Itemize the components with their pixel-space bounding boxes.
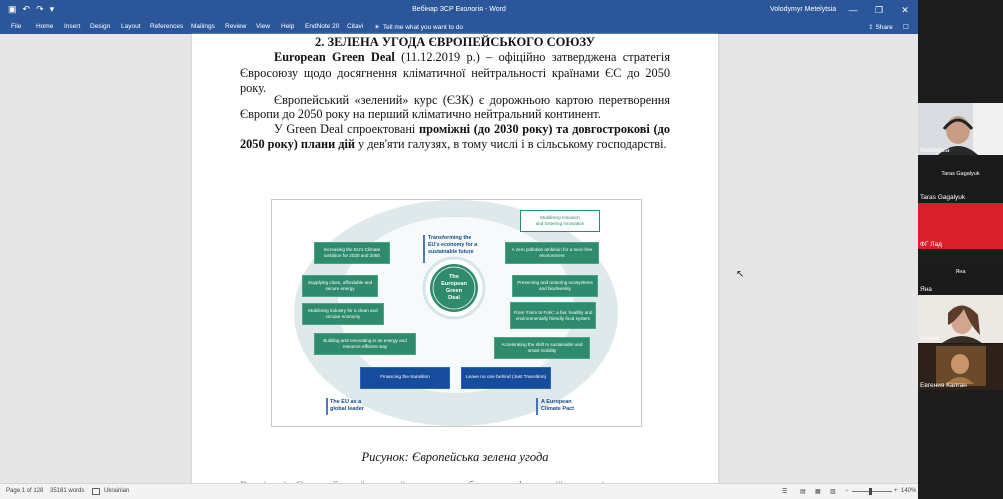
zoom-out-button[interactable]: − [845,488,849,494]
participant-name-fg-lad: ФГ Лад [920,241,942,248]
global-leader-line-2: global leader [330,406,364,412]
tab-mailings[interactable]: Mailings [191,23,215,30]
print-layout-icon[interactable]: ▦ [815,489,821,495]
title-bar [0,0,918,20]
participant-name-metelytsia: Metelytsia [920,147,950,154]
financing-box: Financing the transition [360,367,450,389]
zoom-slider-thumb[interactable] [869,488,872,495]
tell-me-label: Tell me what you want to do [382,23,464,31]
lightbulb-icon: ☀ [374,24,380,31]
mouse-cursor-icon: ↖ [736,269,745,280]
climate-pact-line-1: A European [541,399,572,405]
p3-line2-rest: у дев'яти галузях, в тому числі і в сільському господарстві. [354,137,667,151]
research-line-1: Mobilising research [540,215,580,220]
center-line-1: The [449,274,459,280]
share-label: Share [875,23,893,31]
green-deal-figure[interactable] [271,199,642,427]
zoom-in-button[interactable]: + [894,488,898,494]
paragraph-3-line-2 [240,137,670,153]
share-button[interactable] [868,23,893,31]
customize-icon[interactable]: ▾ [49,4,55,14]
climate-ambition-box: Increasing the EU's Climate ambition for 2030 and 2050 [314,242,390,264]
word-count[interactable]: 35181 words [50,488,85,494]
tab-citavi[interactable]: Citavi [347,23,364,30]
zero-pollution-box: A zero pollution ambition for a toxic-free environment [505,242,599,264]
ribbon-tabs [0,20,918,34]
close-icon[interactable]: ✕ [901,4,909,15]
center-line-3: Green [445,288,463,294]
participant-tile-yana[interactable] [918,264,1003,294]
center-line-4: Deal [448,295,460,301]
green-deal-term: European Green Deal [274,50,395,64]
participant-tile-olena[interactable] [918,295,1003,343]
tab-help[interactable]: Help [281,23,295,30]
p3-line1-bold: проміжні (до 2030 року) та довгострокові (до [419,122,670,136]
p3-line1-pre: У Green Deal спроектовані [274,122,420,136]
tab-layout[interactable]: Layout [121,23,141,30]
tab-file[interactable]: File [11,23,22,30]
clean-energy-box: Supplying clean, affordable and secure energy [302,275,378,297]
participant-name-evgenia: Евгения Калган [920,382,967,389]
tell-me-search[interactable] [374,23,463,31]
redo-icon[interactable]: ↷ [36,4,44,14]
participants-panel [918,0,1003,498]
global-leader-line-1: The EU as a [330,399,362,405]
top-title [428,235,477,256]
just-transition-box: Leave no one behind (Just Transition) [461,367,551,389]
status-bar [0,483,918,499]
participant-center-taras: Taras Gagalyuk [941,171,980,177]
participant-name-olena: Олена [920,335,940,342]
research-box [520,210,600,232]
comment-icon[interactable]: ☐ [903,24,909,31]
top-title-line-2: EU's economy for a [428,242,478,248]
user-name[interactable]: Volodymyr Metelytsia [770,6,837,13]
read-mode-icon[interactable]: ▤ [800,489,806,495]
top-title-line-1: Transforming the [428,235,472,241]
minimize-icon[interactable]: — [848,5,858,15]
farm-to-fork-box: From 'Farm to Fork': a fair, healthy and environmentally friendly food system [510,302,596,329]
participant-tile-evgenia[interactable] [918,344,1003,390]
save-icon[interactable]: ▣ [8,4,17,14]
research-line-2: and fostering innovation [535,221,585,226]
p3-line2-bold: 2050 року) плани дій [240,137,355,151]
proofing-icon[interactable] [92,488,100,495]
section-heading: 2. ЗЕЛЕНА УГОДА ЄВРОПЕЙСЬКОГО СОЮЗУ [315,35,595,49]
zoom-slider-track[interactable] [852,491,892,492]
industry-box: Mobilising industry for a clean and circular economy [302,303,384,325]
window-title: Вебінар ЗСР Екологія - Word [412,6,506,13]
share-icon: ⇪ [868,24,874,31]
window-controls [840,0,918,20]
climate-pact-line-2: Climate Pact [541,406,575,412]
paragraph-2-line-2: Європи до 2050 року на перший кліматично нейтральний континент. [240,107,601,121]
participant-tile-taras[interactable] [918,166,1003,202]
undo-icon[interactable]: ↶ [22,4,31,14]
language[interactable]: Ukrainian [104,488,130,494]
center-label [430,274,478,302]
tab-design[interactable]: Design [90,23,111,30]
top-title-line-3: sustainable future [428,249,474,255]
p1-line1-rest: (11.12.2019 р.) – офіційно затверджена стратегія [394,50,670,64]
focus-icon[interactable]: ☰ [782,489,788,495]
mobility-box: Accelerating the shift to sustainable and smart mobility [494,337,590,359]
paragraph-2-line-1: Європейський «зелений» курс (ЄЗК) є дорожньою картою перетворення [274,93,670,107]
page-count[interactable]: Page 1 of 128 [6,488,44,494]
tab-review[interactable]: Review [225,23,247,30]
global-leader-label [330,399,364,413]
tab-references[interactable]: References [150,23,184,30]
participant-center-yana: Яна [955,269,966,275]
participant-tile-metelytsia[interactable] [918,103,1003,155]
paragraph-1-line-3: року. [240,81,267,95]
paragraph-1-line-1 [240,50,670,66]
participant-name-yana: Яна [920,286,932,293]
document-area[interactable] [0,34,918,483]
tab-view[interactable]: View [256,23,270,30]
participant-tile-fg-lad[interactable] [918,203,1003,249]
ecosystems-box: Preserving and restoring ecosystems and biodiversity [512,275,598,297]
zoom-level[interactable]: 140% [901,488,917,494]
participant-name-taras: Taras Gagalyuk [920,194,966,201]
center-line-2: European [441,281,467,287]
paragraph-3-line-1 [240,122,670,138]
building-box: Building and renovating in an energy and resource efficient way [314,333,416,355]
climate-pact-label [541,399,574,413]
web-layout-icon[interactable]: ▥ [830,489,836,495]
tab-home[interactable]: Home [36,23,54,30]
figure-caption: Рисунок: Європейська зелена угода [361,450,549,464]
tab-endnote[interactable]: EndNote 20 [305,23,340,30]
tab-insert[interactable]: Insert [64,23,81,30]
restore-icon[interactable]: ❐ [874,4,884,15]
paragraph-1-line-2: Євросоюзу щодо досягнення кліматичної нейтральності країнами ЄС до 2050 [240,66,670,80]
